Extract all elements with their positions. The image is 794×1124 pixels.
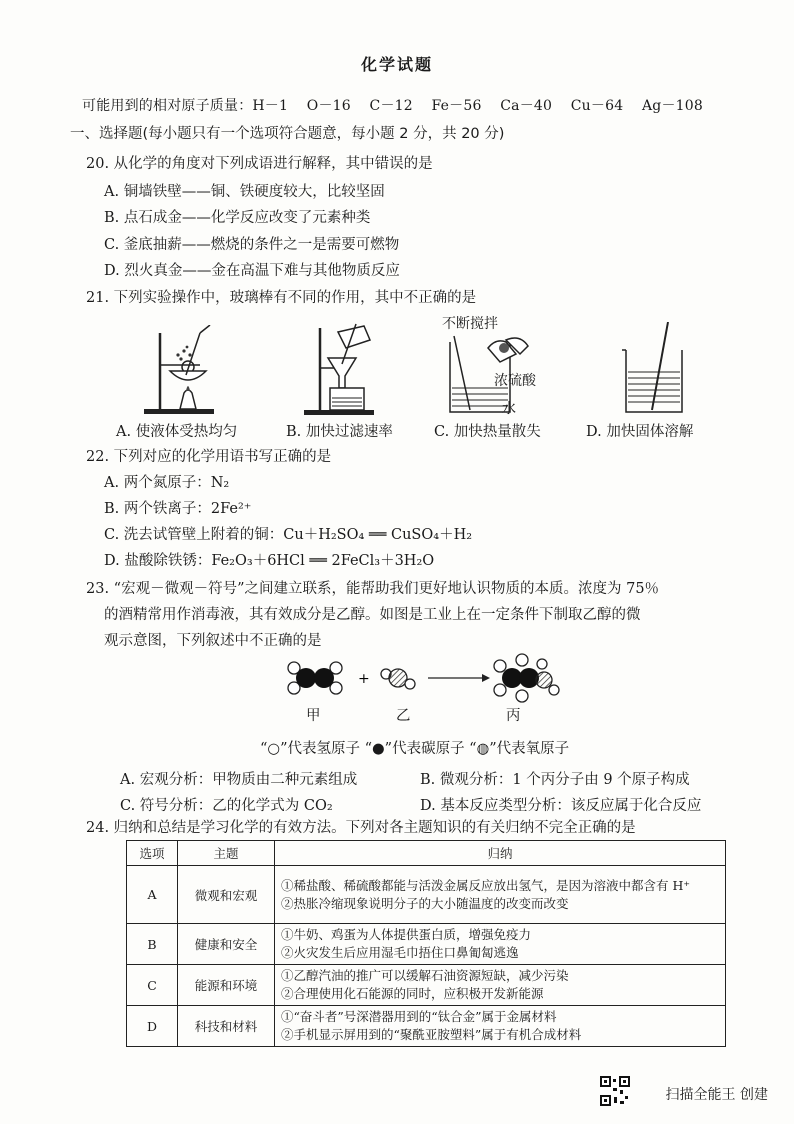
row-option: C [127, 965, 178, 1006]
row-summary [275, 965, 726, 1006]
plus-sign: + [358, 671, 370, 687]
filtration-apparatus-figure [290, 322, 380, 417]
q20-option-b[interactable]: B. 点石成金——化学反应改变了元素种类 [104, 210, 371, 226]
summary-line-2: ②手机显示屏用到的“聚酰亚胺塑料”属于有机合成材料 [281, 1027, 582, 1042]
summary-line-2: ②合理使用化石能源的同时，应积极开发新能源 [281, 986, 544, 1001]
summary-line-2: ②热胀冷缩现象说明分子的大小随温度的改变而改变 [281, 895, 569, 911]
mass-ca: Ca－40 [500, 98, 553, 114]
fig-caption-a: A. 使液体受热均匀 [116, 424, 238, 440]
mass-ag: Ag－108 [641, 98, 703, 114]
page-title: 化学试题 [360, 55, 433, 74]
q23-option-c[interactable]: C. 符号分析：乙的化学式为 CO₂ [120, 798, 333, 814]
row-option: B [127, 924, 178, 965]
summary-line-1: ①乙醇汽油的推广可以缓解石油资源短缺，减少污染 [281, 968, 569, 983]
summary-line-2: ②火灾发生后应用湿毛巾捂住口鼻匍匐逃逸 [281, 945, 519, 960]
summary-line-1: ①“奋斗者”号深潜器用到的“钛合金”属于金属材料 [281, 1009, 557, 1024]
label-bing: 丙 [506, 708, 521, 724]
mass-fe: Fe－56 [431, 98, 482, 114]
header-topic: 主题 [178, 841, 275, 866]
q23-stem-line2: 的酒精常用作消毒液，其有效成分是乙醇。如图是工业上在一定条件下制取乙醇的微 [104, 607, 641, 623]
q23-option-d[interactable]: D. 基本反应类型分析：该反应属于化合反应 [420, 798, 702, 814]
q20-option-d[interactable]: D. 烈火真金——金在高温下难与其他物质反应 [104, 263, 400, 279]
row-option: D [127, 1006, 178, 1047]
q23-option-b[interactable]: B. 微观分析：1 个丙分子由 9 个原子构成 [420, 772, 690, 788]
table-row[interactable] [127, 866, 726, 924]
q20-stem: 20. 从化学的角度对下列成语进行解释，其中错误的是 [86, 156, 433, 172]
label-yi: 乙 [396, 708, 411, 724]
table-row[interactable] [127, 965, 726, 1006]
table-row[interactable] [127, 1006, 726, 1047]
row-summary [275, 924, 726, 965]
molecule-bing [494, 654, 559, 702]
row-summary [275, 1006, 726, 1047]
reaction-micro-diagram [286, 652, 566, 704]
q21-stem: 21. 下列实验操作中，玻璃棒有不同的作用，其中不正确的是 [86, 290, 477, 306]
atom-legend: “○”代表氢原子 “●”代表碳原子 “◍”代表氧原子 [260, 741, 570, 757]
summary-line-1: ①稀盐酸、稀硫酸都能与活泼金属反应放出氢气，是因为溶液中都含有 H⁺ [281, 877, 690, 893]
q23-stem-line3: 观示意图，下列叙述中不正确的是 [104, 633, 322, 649]
table-header-row [127, 841, 726, 866]
mass-o: O－16 [306, 98, 351, 114]
mass-c: C－12 [369, 98, 413, 114]
dissolving-figure [618, 322, 698, 417]
q22-stem: 22. 下列对应的化学用语书写正确的是 [86, 449, 332, 465]
row-topic: 能源和环境 [178, 965, 275, 1006]
qr-code-icon [600, 1076, 630, 1106]
atomic-masses [82, 96, 717, 116]
row-topic: 科技和材料 [178, 1006, 275, 1047]
q24-stem: 24. 归纳和总结是学习化学的有效方法。下列对各主题知识的有关归纳不完全正确的是 [86, 820, 636, 836]
molecule-jia [288, 662, 342, 694]
water-label: 水 [502, 401, 516, 417]
header-option: 选项 [127, 841, 178, 866]
fig-caption-c: C. 加快热量散失 [434, 424, 541, 440]
row-topic: 健康和安全 [178, 924, 275, 965]
conc-acid-label: 浓硫酸 [494, 373, 536, 389]
q22-option-d[interactable]: D. 盐酸除铁锈：Fe₂O₃＋6HCl ══ 2FeCl₃＋3H₂O [104, 553, 435, 569]
stir-label: 不断搅拌 [442, 316, 498, 332]
label-jia: 甲 [306, 708, 321, 724]
row-summary [275, 866, 726, 924]
molecule-yi [381, 669, 415, 689]
mass-h: 可能用到的相对原子质量：H－1 [82, 98, 289, 114]
q22-option-c[interactable]: C. 洗去试管壁上附着的铜：Cu＋H₂SO₄ ══ CuSO₄＋H₂ [104, 527, 473, 543]
section-heading: 一、选择题(每小题只有一个选项符合题意，每小题 2 分，共 20 分) [70, 126, 505, 142]
q20-option-a[interactable]: A. 铜墙铁壁——铜、铁硬度较大，比较坚固 [104, 184, 385, 200]
q23-stem-line1: 23. “宏观－微观－符号”之间建立联系，能帮助我们更好地认识物质的本质。浓度为 75％ [86, 581, 660, 597]
q22-option-a[interactable]: A. 两个氮原子：N₂ [104, 475, 230, 491]
header-summary: 归纳 [275, 841, 726, 866]
summary-line-1: ①牛奶、鸡蛋为人体提供蛋白质，增强免疫力 [281, 927, 532, 942]
q20-option-c[interactable]: C. 釜底抽薪——燃烧的条件之一是需要可燃物 [104, 237, 400, 253]
q24-summary-table [126, 840, 726, 1047]
scanner-watermark: 扫描全能王 创建 [665, 1087, 768, 1103]
row-option: A [127, 866, 178, 924]
q23-option-a[interactable]: A. 宏观分析：甲物质由二种元素组成 [120, 772, 358, 788]
evaporation-apparatus-figure [140, 325, 230, 417]
q22-option-b[interactable]: B. 两个铁离子：2Fe²⁺ [104, 501, 252, 517]
fig-caption-d: D. 加快固体溶解 [586, 424, 694, 440]
table-row[interactable] [127, 924, 726, 965]
mass-cu: Cu－64 [570, 98, 624, 114]
fig-caption-b: B. 加快过滤速率 [286, 424, 393, 440]
row-topic: 微观和宏观 [178, 866, 275, 924]
